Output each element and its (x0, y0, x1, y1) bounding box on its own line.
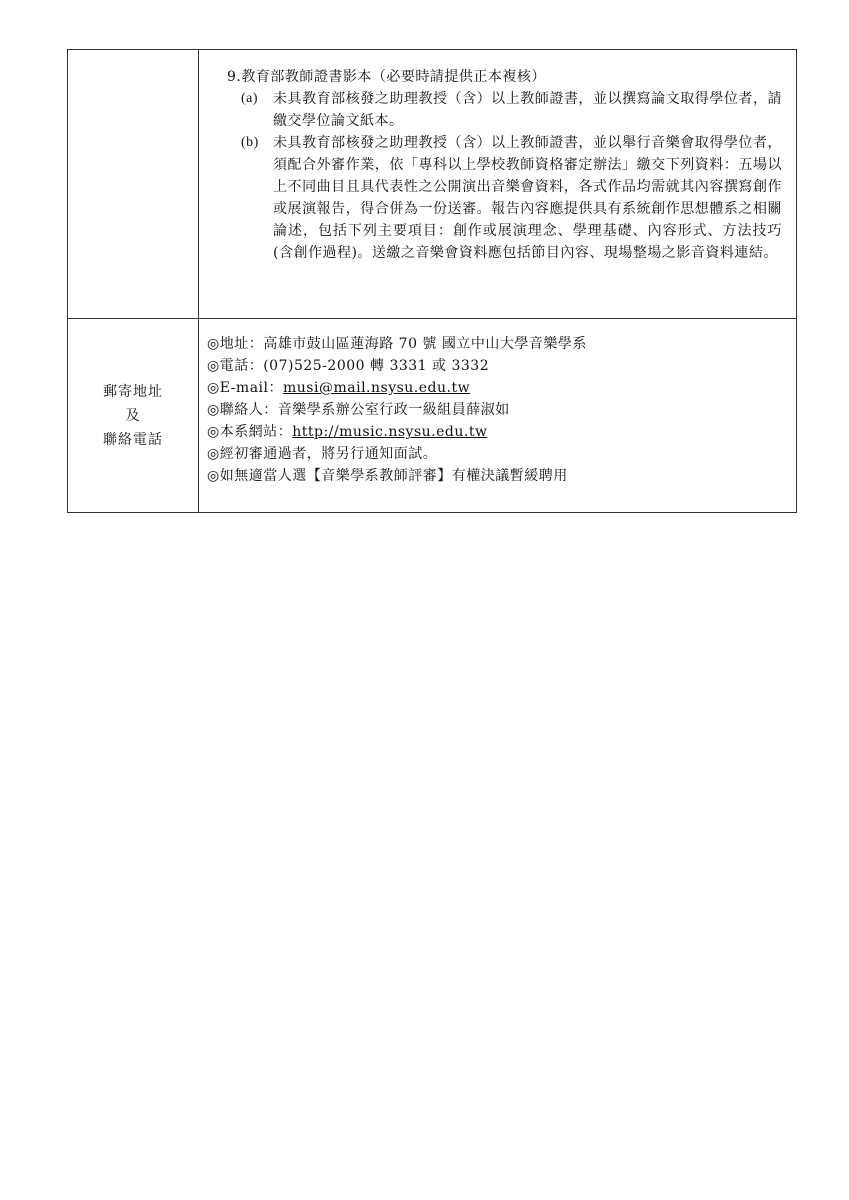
sub-item-b-marker: (b) (241, 135, 259, 150)
phone-prefix: ◎電話： (207, 358, 264, 374)
address-value: 高雄市鼓山區蓮海路 70 號 國立中山大學音樂學系 (263, 336, 587, 352)
address-prefix: ◎地址： (207, 336, 264, 352)
email-prefix: ◎E-mail： (207, 380, 284, 396)
reserve-notice: ◎如無適當人選【音樂學系教師評審】有權決議暫緩聘用 (207, 468, 568, 484)
interview-notice: ◎經初審通過者，將另行通知面試。 (207, 446, 438, 462)
contact-label-line-2: 及 (125, 407, 141, 424)
contact-row (68, 319, 797, 513)
requirements-label-cell (68, 50, 199, 319)
sub-item-a (241, 88, 782, 132)
contact-person-prefix: ◎聯絡人： (207, 402, 278, 418)
website-line (207, 421, 790, 443)
email-line (207, 377, 790, 399)
requirements-row (68, 50, 797, 319)
website-link[interactable]: http://music.nsysu.edu.tw (292, 424, 488, 440)
contact-person-line (207, 399, 790, 421)
email-link[interactable]: musi@mail.nsysu.edu.tw (283, 380, 471, 396)
website-prefix: ◎本系網站： (207, 424, 293, 440)
contact-content-cell (199, 319, 797, 513)
item-9-heading: 9.教育部教師證書影本（必要時請提供正本複核） (227, 69, 546, 85)
sub-item-a-marker: (a) (241, 91, 259, 106)
contact-label-line-3: 聯絡電話 (103, 431, 163, 448)
sub-item-b-text: 未具教育部核發之助理教授（含）以上教師證書，並以舉行音樂會取得學位者，須配合外審作業，依「專科以上學校教師資格審定辦法」繳交下列資料：五場以上不同曲目且具代表性之公開演出音樂會資料，各式作品均需就其內容撰寫創作或展演報告，得合併為一份送審。報告內容應提供具有系統創作思想體系之相關論述，包括下列主要項目：創作或展演理念、學理基礎、內容形式、方法技巧(含創作過程)。送繳之音樂會資料應包括節目內容、現場整場之影音資料連結。 (273, 135, 782, 261)
contact-label-line-1: 郵寄地址 (103, 383, 163, 400)
contact-label-cell (68, 319, 199, 513)
phone-value: (07)525-2000 轉 3331 或 3332 (263, 358, 490, 374)
sub-item-a-text: 未具教育部核發之助理教授（含）以上教師證書，並以撰寫論文取得學位者，請繳交學位論文紙本。 (273, 91, 782, 129)
sub-item-b (241, 132, 782, 264)
address-line (207, 333, 790, 355)
requirements-content-cell (199, 50, 797, 319)
contact-person-value: 音樂學系辦公室行政一級組員薛淑如 (277, 402, 510, 418)
requirements-table (67, 49, 797, 513)
phone-line (207, 355, 790, 377)
